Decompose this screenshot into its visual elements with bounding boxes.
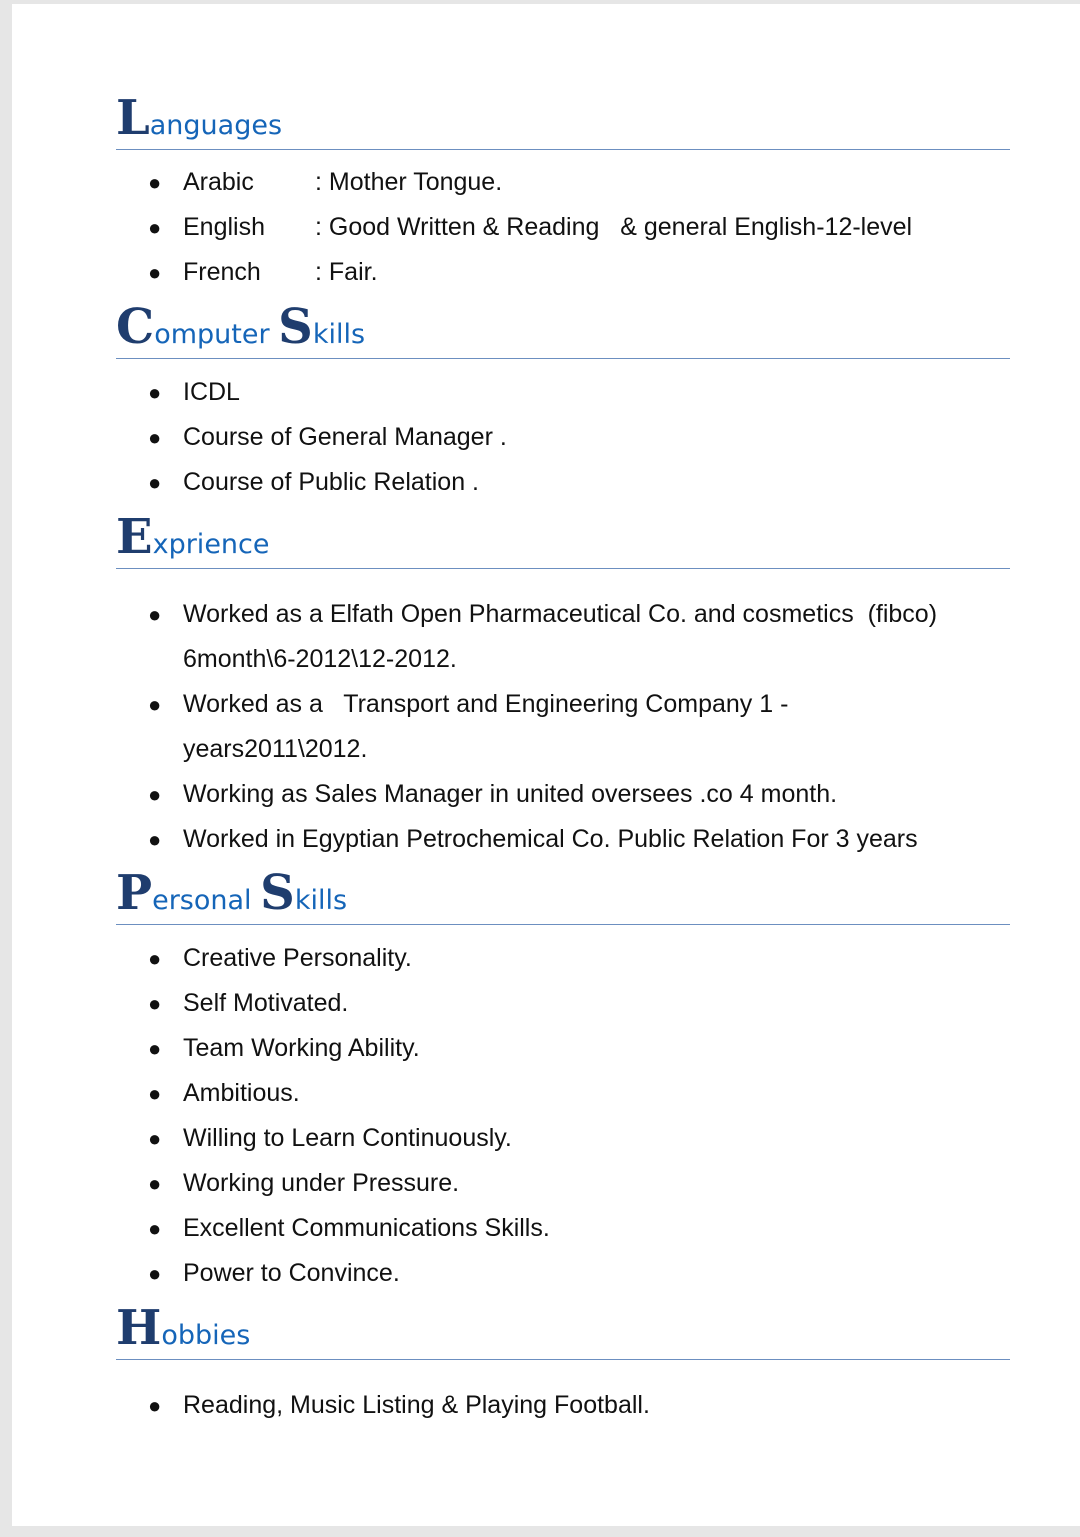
list-item [12,1206,1080,1251]
language-name: English [183,213,265,241]
list-item [12,1161,1080,1206]
bullet-icon: ● [148,1261,162,1286]
title-cap: L [116,90,150,146]
item-text: Self Motivated. [183,989,349,1017]
list-item [12,415,1080,460]
bullet-icon: ● [148,215,162,240]
item-text: Excellent Communications Skills. [183,1214,550,1242]
title-cap: C [116,299,155,355]
bullet-icon: ● [148,782,162,807]
section-title-languages [116,90,1010,146]
section-title-hobbies [116,1300,1010,1356]
title-rest: kills [312,319,366,350]
bullet-icon: ● [148,1036,162,1061]
item-text: Course of Public Relation . [183,468,479,496]
title-rest: xprience [152,529,270,560]
section-title-experience [116,509,1010,565]
hobbies-list [12,1383,1080,1428]
list-item [12,1071,1080,1116]
item-text: Worked as a Transport and Engineering Company 1 - years2011\2012. [183,690,796,763]
bullet-icon: ● [148,946,162,971]
title-cap: E [116,509,153,565]
title-rest: ersonal [152,885,261,916]
list-item [12,1116,1080,1161]
section-title-personal-skills [116,865,1010,921]
list-item [12,1251,1080,1296]
languages-list [12,160,1080,295]
title-rest: obbies [161,1320,251,1351]
language-level: : Fair. [315,258,378,286]
item-text: Course of General Manager . [183,423,507,451]
list-item [12,772,1080,817]
experience-list [12,592,1080,862]
item-text: Reading, Music Listing & Playing Football. [183,1391,650,1419]
item-text: Working under Pressure. [183,1169,460,1197]
section-divider [116,149,1010,150]
personal-skills-list [12,936,1080,1296]
language-level: : Mother Tongue. [315,168,503,196]
bullet-icon: ● [148,1081,162,1106]
computer-skills-list [12,370,1080,505]
bullet-icon: ● [148,425,162,450]
item-text: Working as Sales Manager in united oversees .co 4 month. [183,780,838,808]
bullet-icon: ● [148,1126,162,1151]
item-text: Worked as a Elfath Open Pharmaceutical Co. and cosmetics (fibco) 6month\6-2012\12-2012. [183,600,944,673]
title-cap: P [116,865,153,921]
bullet-icon: ● [148,1171,162,1196]
bullet-icon: ● [148,991,162,1016]
list-item [12,160,1080,205]
section-divider [116,358,1010,359]
list-item [12,817,1080,862]
section-divider [116,1359,1010,1360]
bullet-icon: ● [148,170,162,195]
list-item [12,981,1080,1026]
section-title-computer-skills [116,299,1010,355]
language-name: Arabic [183,168,254,196]
title-cap: S [278,299,313,355]
item-text: Team Working Ability. [183,1034,420,1062]
bullet-icon: ● [148,692,162,717]
list-item [12,592,1080,682]
list-item [12,682,1080,772]
item-text: Ambitious. [183,1079,300,1107]
section-divider [116,568,1010,569]
list-item [12,205,1080,250]
bullet-icon: ● [148,260,162,285]
title-rest: anguages [149,110,283,141]
bullet-icon: ● [148,1216,162,1241]
section-divider [116,924,1010,925]
language-name: French [183,258,261,286]
title-cap: H [116,1300,162,1356]
title-rest: omputer [154,319,279,350]
title-rest: kills [294,885,348,916]
item-text: ICDL [183,378,240,406]
list-item [12,1026,1080,1071]
list-item [12,250,1080,295]
item-text: Power to Convince. [183,1259,400,1287]
list-item [12,460,1080,505]
item-text: Worked in Egyptian Petrochemical Co. Public Relation For 3 years [183,825,918,853]
item-text: Willing to Learn Continuously. [183,1124,512,1152]
item-text: Creative Personality. [183,944,412,972]
list-item [12,936,1080,981]
language-level: : Good Written & Reading & general English-12-level [315,213,913,241]
bullet-icon: ● [148,602,162,627]
list-item [12,370,1080,415]
list-item [12,1383,1080,1428]
bullet-icon: ● [148,1393,162,1418]
bullet-icon: ● [148,470,162,495]
bullet-icon: ● [148,827,162,852]
title-cap: S [260,865,295,921]
resume-page [12,4,1080,1526]
bullet-icon: ● [148,380,162,405]
